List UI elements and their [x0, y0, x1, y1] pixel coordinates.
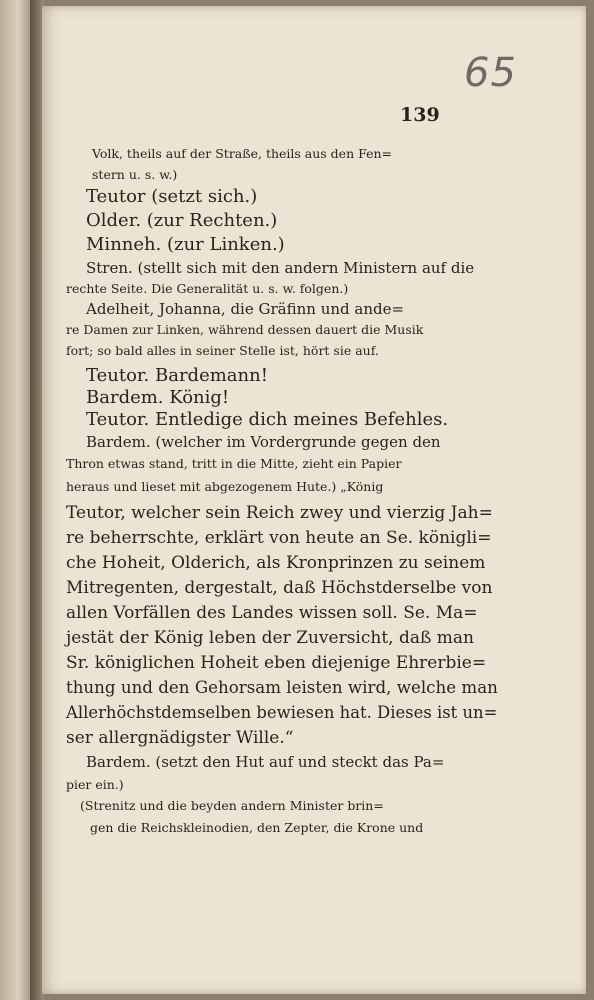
text-line: Mitregenten, dergestalt, daß Höchstderselbe von — [66, 578, 493, 598]
text-line: Bardem. (setzt den Hut auf und steckt das Pa= — [86, 753, 445, 771]
page-number: 139 — [400, 104, 440, 126]
text-line: Thron etwas stand, tritt in die Mitte, zieht ein Papier — [66, 456, 402, 471]
text-line: Adelheit, Johanna, die Gräfinn und ande= — [86, 300, 405, 318]
text-line: Teutor (setzt sich.) — [86, 186, 258, 207]
text-line: (Strenitz und die beyden andern Minister brin= — [80, 798, 384, 813]
text-line: re beherrschte, erklärt von heute an Se. königli= — [66, 528, 492, 548]
text-line: Bardem. König! — [86, 387, 230, 408]
text-line: heraus und lieset mit abgezogenem Hute.) „König — [66, 479, 384, 494]
text-line: Older. (zur Rechten.) — [86, 210, 278, 231]
handwritten-archive-number: 65 — [464, 50, 517, 96]
text-line: rechte Seite. Die Generalität u. s. w. folgen.) — [66, 281, 349, 296]
text-line: fort; so bald alles in seiner Stelle ist, hört sie auf. — [66, 343, 379, 358]
text-line: gen die Reichskleinodien, den Zepter, die Krone und — [90, 820, 424, 835]
text-line: Bardem. (welcher im Vordergrunde gegen den — [86, 433, 441, 451]
text-line: stern u. s. w.) — [92, 167, 178, 182]
text-line: thung und den Gehorsam leisten wird, welche man — [66, 678, 498, 698]
text-line: Teutor. Bardemann! — [86, 365, 268, 386]
facing-page-edge — [0, 0, 30, 1000]
text-line: Teutor, welcher sein Reich zwey und vierzig Jah= — [66, 503, 493, 523]
text-line: Sr. königlichen Hoheit eben diejenige Ehrerbie= — [66, 653, 487, 673]
text-line: Volk, theils auf der Straße, theils aus den Fen= — [92, 146, 393, 161]
text-line: re Damen zur Linken, während dessen dauert die Musik — [66, 322, 424, 337]
text-line: jestät der König leben der Zuversicht, daß man — [66, 628, 474, 648]
text-line: ser allergnädigster Wille.“ — [66, 728, 294, 748]
text-line: che Hoheit, Olderich, als Kronprinzen zu seinem — [66, 553, 486, 573]
text-line: Minneh. (zur Linken.) — [86, 234, 285, 255]
text-line: allen Vorfällen des Landes wissen soll. Se. Ma= — [66, 603, 478, 623]
text-line: Stren. (stellt sich mit den andern Ministern auf die — [86, 259, 475, 277]
text-line: Teutor. Entledige dich meines Befehles. — [86, 409, 449, 430]
text-line: Allerhöchstdemselben bewiesen hat. Dieses ist un= — [66, 703, 498, 723]
text-line: pier ein.) — [66, 777, 124, 792]
